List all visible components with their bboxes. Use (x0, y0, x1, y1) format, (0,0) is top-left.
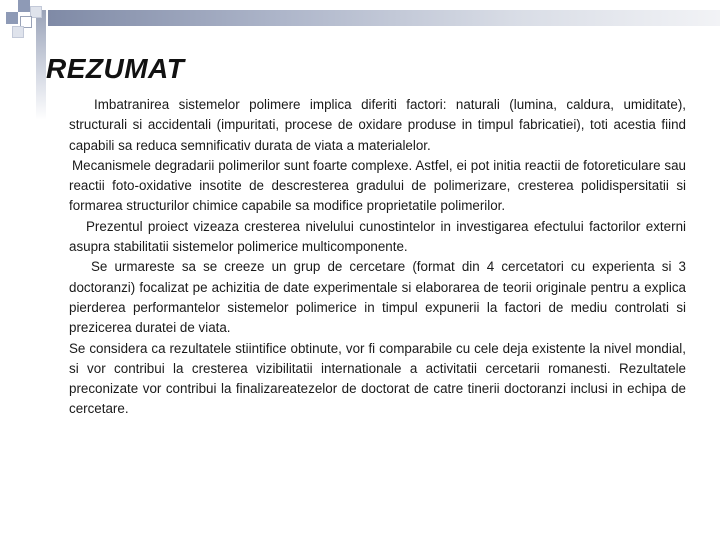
side-gradient-bar (36, 10, 46, 120)
corner-square-decoration (18, 0, 30, 12)
corner-square-decoration (6, 12, 18, 24)
paragraph-aging-factors: Imbatranirea sistemelor polimere implica diferiti factori: naturali (lumina, caldura, umiditate), structurali si accidentali (impuritati, procese de oxidare produse in timpul fabricatiei), toti acestia fiind capabili sa reduca semnificativ durata de viata a materialelor. (69, 97, 686, 153)
summary-text-block (69, 95, 686, 420)
header-gradient-bar (48, 10, 720, 26)
paragraph-project-goal: Prezentul proiect vizeaza cresterea nivelului cunostintelor in investigarea efectului factorilor externi asupra stabilitatii sistemelor polimerice multicomponente. (69, 218, 686, 255)
paragraph-expected-results: Se considera ca rezultatele stiintifice obtinute, vor fi comparabile cu cele deja existente la nivel mondial, si vor contribui la cresterea vizibilitatii internationale a activitatii cercetarii romanesti. Rezultatele preconizate vor contribui la finalizareatezelor de doctorat de catre tinerii doctoranzi inclusi in echipa de cercetare. (69, 340, 686, 417)
corner-square-decoration (12, 26, 24, 38)
paragraph-research-team: Se urmareste sa se creeze un grup de cercetare (format din 4 cercetatori cu experienta si 3 doctoranzi) focalizat pe achizitia de date experimentale si elaborarea de teorii originale pentru a explica pierderea performantelor sistemelor polimerice in timpul expunerii la factori de mediu controlati si prezicerea duratei de viata. (69, 259, 686, 336)
slide-title: REZUMAT (46, 53, 185, 84)
paragraph-degradation-mechanisms: Mecanismele degradarii polimerilor sunt foarte complexe. Astfel, ei pot initia reactii de fotoreticulare sau reactii foto-oxidative insotite de descresterea gradului de polimerizare, cresterea polidispersitatii si formarea structurilor chimice capabile sa modifice proprietatile polimerilor. (69, 157, 686, 214)
